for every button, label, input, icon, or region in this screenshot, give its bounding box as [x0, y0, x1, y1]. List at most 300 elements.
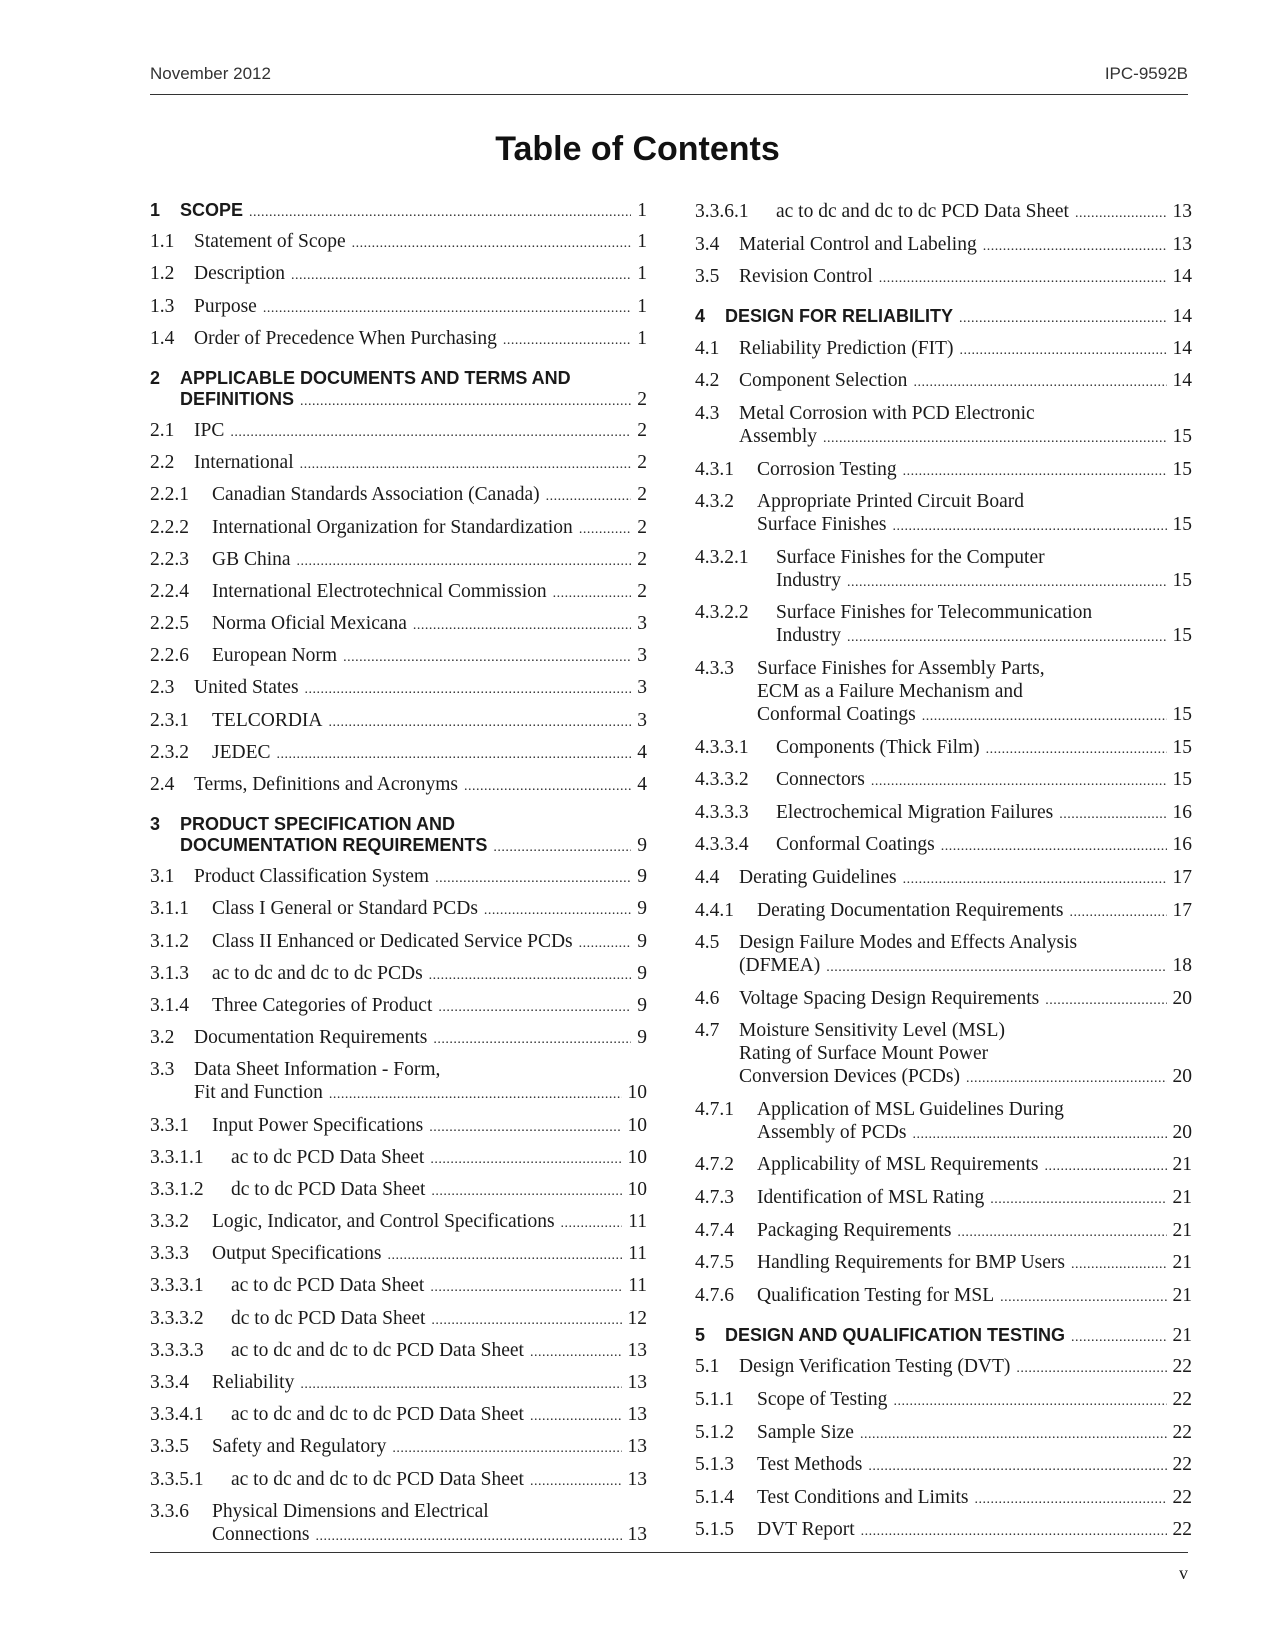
toc-entry[interactable]	[150, 1339, 647, 1364]
toc-dot-leader	[431, 1180, 621, 1203]
toc-entry[interactable]	[695, 801, 1192, 826]
toc-entry[interactable]	[150, 676, 647, 701]
toc-entry[interactable]	[150, 230, 647, 255]
toc-entry-title: Moisture Sensitivity Level (MSL)	[739, 1020, 1005, 1042]
toc-entry-number: 3.3.1.2	[150, 1178, 204, 1200]
toc-entry-page: 1	[637, 200, 647, 221]
toc-dot-leader	[352, 232, 632, 255]
toc-entry-number: 3	[150, 814, 161, 834]
toc-entry-number: 3.3.6	[150, 1500, 189, 1522]
toc-entry-number: 4.3.2.2	[695, 602, 749, 624]
toc-entry-title: Design Failure Modes and Effects Analysis	[739, 932, 1078, 954]
toc-entry-page: 17	[1172, 866, 1192, 888]
toc-entry-title: Norma Oficial Mexicana	[212, 613, 407, 635]
toc-entry-number: 3.3.5.1	[150, 1468, 204, 1490]
toc-entry[interactable]	[695, 1486, 1192, 1511]
toc-dot-leader	[464, 775, 631, 798]
toc-entry[interactable]	[695, 768, 1192, 793]
toc-entry-page: 9	[637, 835, 647, 856]
toc-entry[interactable]	[150, 773, 647, 798]
toc-entry-page: 13	[1172, 201, 1192, 222]
toc-entry[interactable]	[695, 1355, 1192, 1380]
toc-dot-leader	[431, 1309, 621, 1332]
toc-entry-page: 2	[637, 388, 647, 410]
toc-entry-page: 10	[627, 1114, 647, 1136]
toc-entry[interactable]	[150, 1371, 647, 1396]
toc-entry[interactable]	[150, 962, 647, 987]
toc-entry-page: 11	[628, 1211, 647, 1233]
toc-entry[interactable]	[695, 1453, 1192, 1478]
toc-entry-number: 4.7.3	[695, 1187, 734, 1209]
toc-entry[interactable]	[150, 295, 647, 320]
toc-dot-leader	[847, 571, 1167, 594]
toc-entry-title: Conformal Coatings	[757, 703, 916, 725]
toc-dot-leader	[847, 626, 1167, 649]
toc-entry-page: 15	[1172, 569, 1192, 591]
toc-entry[interactable]	[150, 516, 647, 541]
toc-entry[interactable]	[150, 548, 647, 573]
toc-entry-title: Metal Corrosion with PCD Electronic	[739, 402, 1035, 424]
toc-entry-number: 3.3.3	[150, 1243, 189, 1265]
toc-entry[interactable]	[150, 368, 647, 412]
toc-dot-leader	[530, 1405, 622, 1428]
toc-entry-number: 4.5	[695, 932, 720, 954]
toc-entry-title: ac to dc and dc to dc PCDs	[212, 962, 423, 984]
toc-entry-page: 10	[627, 1082, 647, 1104]
toc-dot-leader	[230, 421, 631, 444]
toc-entry[interactable]	[695, 1153, 1192, 1178]
toc-entry[interactable]	[150, 483, 647, 508]
toc-entry-page: 1	[637, 327, 647, 349]
toc-entry[interactable]	[150, 1500, 647, 1548]
toc-dot-leader	[277, 743, 632, 766]
toc-entry-number: 2.1	[150, 419, 175, 441]
toc-entry-title: PRODUCT SPECIFICATION AND	[180, 814, 456, 834]
toc-entry-page: 11	[628, 1243, 647, 1265]
toc-dot-leader	[546, 485, 632, 508]
toc-entry-title: Reliability	[212, 1372, 295, 1393]
toc-entry-title: Connectors	[776, 769, 865, 791]
toc-entry-number: 2.2.6	[150, 645, 189, 667]
toc-entry[interactable]	[695, 1518, 1192, 1543]
toc-entry[interactable]	[150, 865, 647, 890]
toc-entry[interactable]	[695, 1186, 1192, 1211]
toc-dot-leader	[300, 391, 631, 412]
toc-entry-title: Data Sheet Information - Form,	[194, 1059, 441, 1081]
toc-entry-number: 4.7.2	[695, 1154, 734, 1176]
toc-entry-title: Input Power Specifications	[212, 1114, 424, 1136]
toc-entry-number: 3.4	[695, 233, 720, 255]
toc-entry-number: 2.2.2	[150, 516, 189, 538]
toc-entry-page: 10	[627, 1178, 647, 1200]
toc-entry-title: Test Conditions and Limits	[757, 1486, 969, 1508]
toc-entry-title: Sample Size	[757, 1421, 854, 1443]
toc-dot-leader	[530, 1470, 622, 1493]
toc-entry-title: Terms, Definitions and Acronyms	[194, 774, 459, 795]
toc-entry[interactable]	[695, 1098, 1192, 1146]
toc-entry[interactable]	[150, 1026, 647, 1051]
toc-entry[interactable]	[695, 265, 1192, 290]
toc-entry-page: 21	[1172, 1324, 1192, 1346]
toc-entry[interactable]	[695, 987, 1192, 1012]
toc-entry-number: 4.6	[695, 987, 720, 1009]
toc-entry-number: 2.3.1	[150, 709, 189, 731]
toc-entry[interactable]	[150, 1114, 647, 1139]
toc-entry-title: Three Categories of Product	[212, 994, 433, 1016]
toc-entry[interactable]	[150, 930, 647, 955]
toc-dot-leader	[263, 297, 631, 320]
toc-entry-page: 22	[1172, 1356, 1192, 1378]
toc-entry[interactable]	[695, 657, 1192, 728]
toc-dot-leader	[392, 1437, 621, 1460]
toc-entry[interactable]	[150, 709, 647, 734]
toc-entry-number: 4.3.2.1	[695, 546, 749, 568]
toc-entry-title: Conformal Coatings	[776, 834, 935, 856]
toc-entry-title: ac to dc and dc to dc PCD Data Sheet	[776, 201, 1069, 222]
toc-entry-page: 18	[1172, 955, 1192, 977]
toc-entry-number: 2.2.4	[150, 580, 189, 602]
toc-entry-number: 5.1	[695, 1356, 720, 1378]
toc-dot-leader	[959, 308, 1166, 329]
toc-entry-title: European Norm	[212, 645, 338, 667]
toc-entry-number: 1.3	[150, 295, 175, 317]
toc-entry-title: Canadian Standards Association (Canada)	[212, 484, 540, 506]
toc-dot-leader	[1071, 1253, 1167, 1276]
toc-entry-number: 5.1.4	[695, 1486, 734, 1508]
toc-entry[interactable]	[695, 306, 1192, 329]
toc-dot-leader	[892, 515, 1166, 538]
toc-dot-leader	[291, 264, 631, 287]
toc-entry-page: 3	[637, 613, 647, 635]
toc-entry-number: 2.2.1	[150, 484, 189, 506]
toc-entry[interactable]	[695, 1388, 1192, 1413]
toc-entry-number: 5.1.3	[695, 1454, 734, 1476]
toc-dot-leader	[343, 646, 631, 669]
toc-entry-number: 4.7.1	[695, 1098, 734, 1120]
toc-entry[interactable]	[695, 490, 1192, 538]
toc-entry-title: ac to dc PCD Data Sheet	[231, 1275, 425, 1297]
toc-entry-page: 2	[637, 548, 647, 570]
toc-entry[interactable]	[695, 402, 1192, 450]
toc-entry-number: 4.3.3.3	[695, 801, 749, 823]
toc-entry[interactable]	[150, 994, 647, 1019]
toc-entry-page: 2	[637, 516, 647, 538]
toc-entry-number: 4.7.5	[695, 1252, 734, 1274]
toc-entry-title: Fit and Function	[194, 1082, 323, 1104]
toc-entry-number: 3.5	[695, 266, 720, 288]
toc-entry-number: 3.3.2	[150, 1211, 189, 1233]
toc-dot-leader	[561, 1212, 623, 1235]
toc-entry-title: Voltage Spacing Design Requirements	[739, 987, 1040, 1009]
toc-entry-number: 2.4	[150, 774, 175, 795]
toc-dot-leader	[913, 1123, 1167, 1146]
toc-entry-title: United States	[194, 677, 299, 699]
toc-dot-leader	[329, 1083, 622, 1106]
toc-entry-title: Safety and Regulatory	[212, 1436, 387, 1458]
toc-dot-leader	[503, 329, 631, 352]
toc-entry[interactable]	[150, 1435, 647, 1460]
toc-entry[interactable]	[695, 1019, 1192, 1090]
toc-entry-number: 5.1.2	[695, 1421, 734, 1443]
toc-entry[interactable]	[150, 1307, 647, 1332]
toc-entry-page: 13	[627, 1404, 647, 1426]
toc-entry-page: 9	[637, 962, 647, 984]
toc-entry[interactable]	[695, 931, 1192, 979]
toc-entry-number: 3.3.3.3	[150, 1339, 204, 1361]
toc-dot-leader	[860, 1423, 1167, 1446]
toc-entry-page: 20	[1172, 1066, 1192, 1088]
toc-dot-leader	[579, 932, 632, 955]
toc-entry-title: Output Specifications	[212, 1243, 382, 1265]
toc-entry[interactable]	[695, 1251, 1192, 1276]
toc-dot-leader	[1059, 803, 1166, 826]
toc-dot-leader	[1044, 1155, 1166, 1178]
toc-entry[interactable]	[150, 1403, 647, 1428]
toc-right-column	[695, 200, 1192, 1543]
toc-dot-leader	[893, 1390, 1166, 1413]
toc-entry-number: 3.1.2	[150, 930, 189, 952]
toc-dot-leader	[530, 1341, 622, 1364]
toc-dot-leader	[922, 705, 1167, 728]
toc-entry-title: ac to dc and dc to dc PCD Data Sheet	[231, 1339, 524, 1361]
toc-dot-leader	[975, 1488, 1167, 1511]
toc-entry-page: 10	[627, 1146, 647, 1168]
toc-entry-page: 21	[1172, 1284, 1192, 1306]
toc-entry-title: Description	[194, 263, 285, 285]
toc-entry-title: Physical Dimensions and Electrical	[212, 1500, 489, 1522]
toc-entry[interactable]	[695, 369, 1192, 394]
toc-dot-leader	[249, 202, 631, 223]
toc-entry-number: 4.3.2	[695, 491, 734, 513]
toc-entry-title: Surface Finishes for Assembly Parts,	[757, 657, 1045, 679]
toc-entry-title: Test Methods	[757, 1454, 863, 1476]
toc-entry-title: Class I General or Standard PCDs	[212, 898, 478, 920]
toc-entry[interactable]	[150, 814, 647, 858]
toc-entry[interactable]	[695, 1284, 1192, 1309]
toc-entry[interactable]	[150, 1274, 647, 1299]
toc-entry-number: 3.1.4	[150, 994, 189, 1016]
toc-entry-number: 4.3.3.4	[695, 834, 749, 856]
toc-entry-title: DESIGN AND QUALIFICATION TESTING	[725, 1324, 1065, 1345]
toc-entry-page: 4	[637, 741, 647, 763]
toc-entry[interactable]	[150, 262, 647, 287]
toc-entry-number: 3.3.1	[150, 1114, 189, 1136]
toc-entry-number: 4.4	[695, 866, 720, 888]
toc-entry-page: 22	[1172, 1454, 1192, 1476]
toc-dot-leader	[329, 711, 632, 734]
toc-dot-leader	[966, 1067, 1167, 1090]
toc-entry[interactable]	[695, 458, 1192, 483]
toc-dot-leader	[316, 1525, 622, 1548]
toc-entry[interactable]	[150, 612, 647, 637]
toc-entry[interactable]	[150, 419, 647, 444]
header-doc-id: IPC-9592B	[1104, 64, 1188, 83]
toc-entry-title: dc to dc PCD Data Sheet	[231, 1178, 426, 1200]
toc-entry[interactable]	[150, 1146, 647, 1171]
toc-entry[interactable]	[695, 1421, 1192, 1446]
toc-entry-title: DOCUMENTATION REQUIREMENTS	[180, 835, 488, 855]
toc-entry-page: 22	[1172, 1421, 1192, 1443]
toc-entry[interactable]	[150, 1178, 647, 1203]
toc-entry[interactable]	[695, 866, 1192, 891]
toc-dot-leader	[826, 956, 1166, 979]
toc-entry-title: Statement of Scope	[194, 231, 346, 253]
toc-entry-number: 4.3.3	[695, 657, 734, 679]
page-number: v	[1179, 1563, 1188, 1583]
toc-dot-leader	[823, 427, 1167, 450]
toc-entry-title: Applicability of MSL Requirements	[757, 1154, 1039, 1176]
toc-entry[interactable]	[150, 644, 647, 669]
toc-entry-number: 3.1	[150, 866, 175, 888]
toc-entry-page: 12	[627, 1307, 647, 1329]
toc-entry-number: 3.2	[150, 1027, 175, 1049]
toc-dot-leader	[300, 1373, 621, 1396]
toc-entry-page: 9	[637, 866, 647, 888]
toc-entry-page: 21	[1172, 1219, 1192, 1241]
toc-entry[interactable]	[695, 546, 1192, 594]
toc-entry[interactable]	[695, 833, 1192, 858]
toc-entry-page: 21	[1172, 1154, 1192, 1176]
toc-entry-title: Connections	[212, 1523, 310, 1545]
page-title: Table of Contents	[495, 130, 780, 168]
toc-entry-title: Component Selection	[739, 370, 908, 392]
toc-entry-title: Components (Thick Film)	[776, 736, 980, 758]
toc-entry-number: 3.3.4.1	[150, 1404, 204, 1426]
toc-dot-leader	[433, 1028, 631, 1051]
toc-entry-page: 14	[1172, 266, 1192, 288]
toc-entry-title: (DFMEA)	[739, 955, 821, 977]
toc-dot-leader	[983, 235, 1167, 258]
toc-entry-page: 22	[1172, 1519, 1192, 1541]
toc-entry[interactable]	[150, 200, 647, 223]
toc-entry-title: dc to dc PCD Data Sheet	[231, 1307, 426, 1329]
toc-entry-title: Material Control and Labeling	[739, 233, 977, 255]
toc-entry-page: 9	[637, 1027, 647, 1049]
toc-entry[interactable]	[150, 1210, 647, 1235]
toc-entry-page: 1	[637, 295, 647, 317]
toc-dot-leader	[990, 1188, 1166, 1211]
toc-entry-title: GB China	[212, 548, 291, 570]
toc-entry-page: 16	[1172, 801, 1192, 823]
toc-entry[interactable]	[150, 327, 647, 352]
toc-entry-title: Derating Guidelines	[739, 866, 897, 888]
toc-entry-page: 13	[627, 1468, 647, 1490]
toc-entry[interactable]	[695, 1219, 1192, 1244]
page-header	[150, 64, 1188, 95]
toc-entry-page: 13	[627, 1339, 647, 1361]
toc-entry-number: 5	[695, 1324, 706, 1345]
toc-entry-number: 4.3.3.2	[695, 769, 749, 791]
toc-entry-title: International Electrotechnical Commission	[212, 580, 547, 602]
toc-entry-title: Reliability Prediction (FIT)	[739, 337, 954, 359]
toc-entry-title: DEFINITIONS	[180, 388, 295, 409]
toc-entry-title: Revision Control	[739, 266, 873, 288]
toc-dot-leader	[493, 837, 631, 858]
toc-entry-number: 1.2	[150, 263, 175, 285]
toc-entry-title: Rating of Surface Mount Power	[739, 1043, 989, 1065]
toc-entry-number: 3.3.6.1	[695, 201, 749, 222]
toc-entry-number: 3.3.5	[150, 1436, 189, 1458]
toc-entry[interactable]	[695, 233, 1192, 258]
toc-entry-number: 2.2	[150, 452, 175, 474]
toc-entry-page: 15	[1172, 625, 1192, 647]
toc-entry-page: 3	[637, 709, 647, 731]
toc-entry[interactable]	[150, 1058, 647, 1106]
toc-entry[interactable]	[695, 200, 1192, 225]
toc-entry[interactable]	[695, 736, 1192, 761]
toc-entry-number: 2.3.2	[150, 741, 189, 763]
toc-dot-leader	[1070, 901, 1167, 924]
toc-entry-page: 15	[1172, 425, 1192, 447]
toc-entry[interactable]	[150, 897, 647, 922]
toc-entry-page: 1	[637, 231, 647, 253]
toc-entry-page: 16	[1172, 834, 1192, 856]
toc-dot-leader	[297, 550, 632, 573]
toc-entry-number: 1.4	[150, 327, 175, 349]
toc-entry-title: Surface Finishes for Telecommunication	[776, 602, 1093, 624]
toc-entry-page: 14	[1172, 370, 1192, 392]
toc-entry-title: ac to dc and dc to dc PCD Data Sheet	[231, 1404, 524, 1426]
toc-entry-number: 5.1.1	[695, 1389, 734, 1411]
toc-entry-page: 11	[628, 1275, 647, 1297]
toc-entry[interactable]	[150, 451, 647, 476]
toc-entry-number: 4.7	[695, 1020, 720, 1042]
toc-entry-title: International	[194, 452, 294, 474]
toc-entry[interactable]	[695, 601, 1192, 649]
toc-entry-title: Documentation Requirements	[194, 1027, 428, 1049]
toc-entry-title: Corrosion Testing	[757, 458, 897, 480]
toc-entry-page: 15	[1172, 736, 1192, 758]
toc-entry[interactable]	[150, 580, 647, 605]
toc-entry-title: Assembly	[739, 425, 817, 447]
toc-dot-leader	[986, 738, 1167, 761]
toc-entry-title: Order of Precedence When Purchasing	[194, 327, 497, 349]
toc-dot-leader	[413, 614, 631, 637]
toc-entry-title: ac to dc PCD Data Sheet	[231, 1146, 425, 1168]
toc-entry-title: Purpose	[194, 295, 257, 317]
toc-entry-title: Design Verification Testing (DVT)	[739, 1356, 1011, 1378]
toc-dot-leader	[903, 460, 1167, 483]
toc-entry-title: Industry	[776, 569, 841, 591]
toc-entry-page: 2	[637, 419, 647, 441]
toc-dot-leader	[484, 899, 631, 922]
toc-entry-title: DESIGN FOR RELIABILITY	[725, 306, 954, 327]
toc-dot-leader	[957, 1221, 1166, 1244]
toc-entry-number: 4.3.1	[695, 458, 734, 480]
toc-entry-number: 3.3.3.1	[150, 1275, 204, 1297]
toc-entry[interactable]	[150, 1242, 647, 1267]
toc-entry[interactable]	[150, 741, 647, 766]
toc-entry-title: International Organization for Standardization	[212, 516, 573, 538]
toc-entry[interactable]	[695, 1325, 1192, 1348]
toc-entry-number: 2	[150, 367, 161, 388]
toc-entry-page: 21	[1172, 1187, 1192, 1209]
toc-entry-page: 1	[637, 263, 647, 285]
toc-dot-leader	[579, 518, 631, 541]
toc-entry-page: 9	[637, 930, 647, 952]
toc-entry[interactable]	[695, 899, 1192, 924]
toc-entry-page: 2	[637, 452, 647, 474]
toc-dot-leader	[941, 835, 1167, 858]
toc-entry-page: 14	[1172, 337, 1192, 359]
page-footer	[150, 1552, 1188, 1583]
toc-dot-leader	[871, 770, 1167, 793]
toc-entry-title: Handling Requirements for BMP Users	[757, 1252, 1065, 1274]
toc-entry[interactable]	[695, 337, 1192, 362]
toc-entry-title: Surface Finishes for the Computer	[776, 546, 1045, 568]
toc-entry[interactable]	[150, 1468, 647, 1493]
toc-dot-leader	[430, 1148, 621, 1171]
